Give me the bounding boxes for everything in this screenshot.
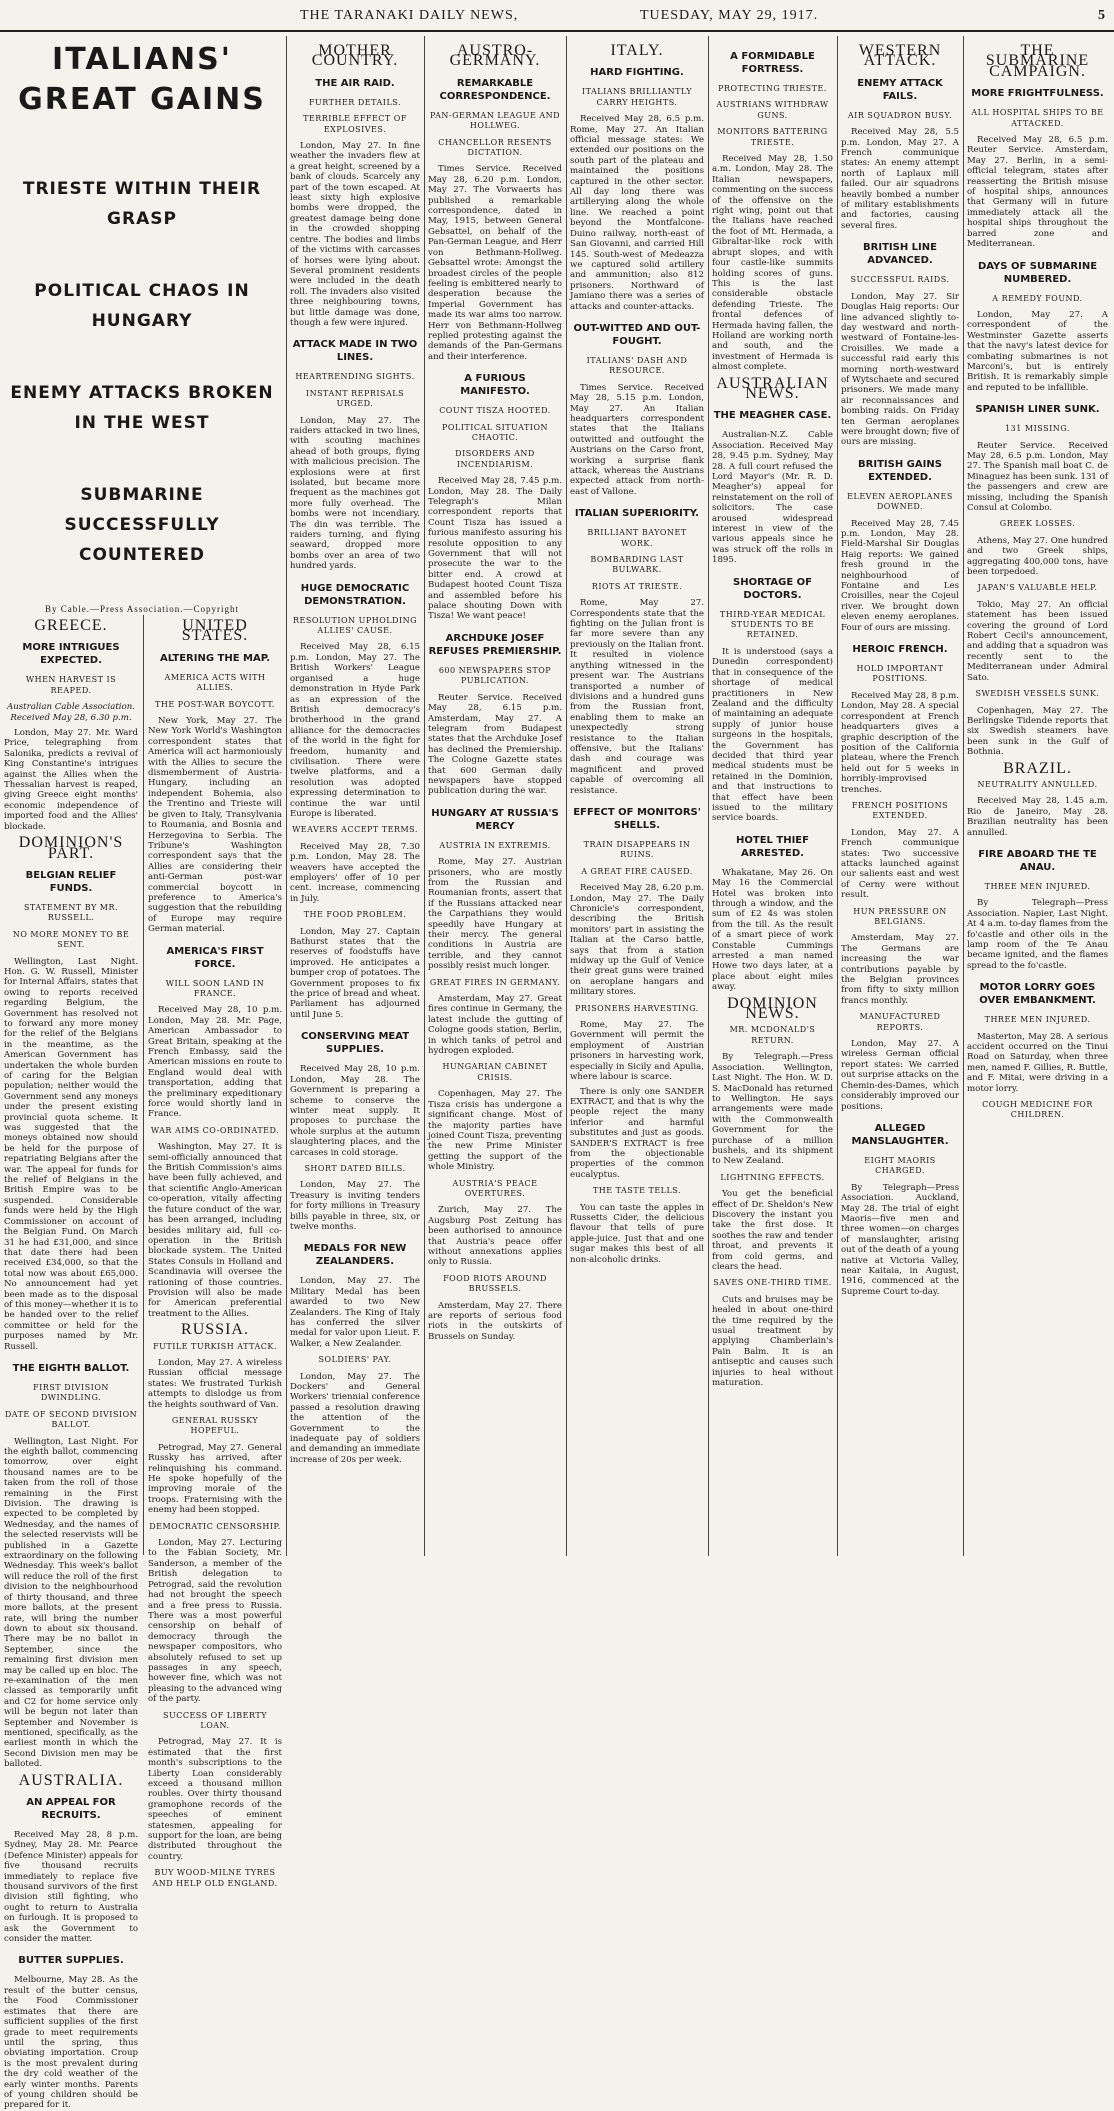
article-subhead: 131 MISSING.: [1005, 424, 1070, 434]
article-subhead: HUN PRESSURE ON BELGIANS.: [853, 906, 947, 926]
article-body: London, May 27. The Treasury is inviting tenders for forty millions in Treasury bills payable in three, six, or twelve months.: [290, 1180, 420, 1232]
article-body: Washington, May 27. It is semi-officially announced that the British Commission's aims have been fully achieved, and that scientific Anglo-American co-operation, vitally affecting the future conduct of the war, has been arranged, including besides military aid, full co-operation in the British blockade system. The United States Consuls in Holland and Scandinavia will oversee the rationing of those countries. Provision will also be made for American preferential treatment to the Allies.: [148, 1142, 282, 1319]
article-body: Received May 28, 7.45 p.m. London, May 28. The Daily Telegraph's Milan correspondent reports that Count Tisza has issued a furious manifesto assuring his resolute opposition to any Government that will not prosecute the war to the bitter end. A crowd at Budapest hooted Count Tisza and assembled before his palace shouting Down with Tisza! We want peace!: [428, 476, 562, 622]
page-number: 5: [1098, 8, 1106, 23]
article-subhead: HEARTRENDING SIGHTS.: [295, 372, 415, 382]
article-subhead: 600 NEWSPAPERS STOP PUBLICATION.: [438, 665, 552, 686]
article-body: London, May 27. A wireless Russian official message states: We frustrated Turkish attempts to dislodge us from the heights southward of Van.: [148, 1357, 282, 1410]
article-subhead: AUSTRIA'S PEACE OVERTURES.: [452, 1178, 538, 1198]
article-headline: BRITISH LINE ADVANCED.: [863, 242, 937, 267]
section-title: AUSTRALIA.: [18, 1771, 124, 1789]
advertisement-text: You can taste the apples in Russetts Cider, the delicious flavour that tells of pure apple-juice. Just that and one sugar makes this best of all non-alcoholic drinks.: [570, 1202, 704, 1265]
article-headline: THE EIGHTH BALLOT.: [12, 1362, 130, 1374]
article-body: Received May 28, 7.45 p.m. London, May 28. Field-Marshal Sir Douglas Haig reports: We gained fresh ground in the neighbourhood of Fontaine and Les Croisilles, near the Cojeul river. We brought down eleven enemy aeroplanes. Four of ours are missing.: [841, 518, 959, 633]
article-subhead: ITALIANS BRILLIANTLY CARRY HEIGHTS.: [581, 87, 693, 107]
article-subhead: BUY WOOD-MILNE TYRES AND HELP OLD ENGLAND.: [152, 1868, 278, 1888]
article-body: London, May 27. Lecturing to the Fabian Society, Mr. Sanderson, a member of the British delegation to Petrograd, said the revolution had not brought the speech and a free press to Russia. There was a most powerful censorship on behalf of democracy through the newspaper compositors, who absolutely refused to set up passages in any speech, however fine, which was not pleasing to the advanced wing of the party.: [148, 1538, 282, 1705]
article-body: Amsterdam, May 27. Great fires continue in Germany, the latest include the gutting of Cologne goods station, Berlin, in which tanks of petrol and hydrogen exploded.: [428, 994, 562, 1057]
article-headline: REMARKABLE CORRESPONDENCE.: [439, 77, 551, 102]
article-subhead: CHANCELLOR RESENTS DICTATION.: [438, 137, 552, 158]
article-body: London, May 27. A French communique states: Two successive attacks launched against our salients east and west of Cerny were without result.: [841, 827, 959, 901]
article-body: Received May 28, 8 p.m. London, May 28. A special correspondent at French headquarters gives a graphic description of the position of the California plateau, where the French held out for 5 weeks in horribly-improvised trenches.: [841, 690, 959, 795]
article-subhead: RIOTS AT TRIESTE.: [591, 581, 683, 591]
article-body: Rome, May 27. Austrian prisoners, who are mostly from the Russian and Roumanian fronts, assert that if the Russians attacked near the Carpathians they would speedily have Hungary at their mercy. The general conditions in Austria are terrible, and they cannot possibly resist much longer.: [428, 857, 562, 972]
article-body: Wellington, Last Night. For the eighth ballot, commencing tomorrow, over eight thousand names are to be taken from the roll of those remaining in the First Division. The drawing is expected to be completed by Wednesday, and the names of the selected reservists will be published in a Gazette extraordinary on the following Wednesday. This week's ballot will reduce the roll of the first division to the neighbourhood of thirty thousand, and three more ballots, at the present rate, will bring the number down to about six thousand. There may be no ballot in September, since the remaining first division men may be called up en bloc. The re-examination of the men classed as temporarily unfit and C2 for home service only will be begun not later than September and November is mentioned, specifically, as the earliest month in which the Second Division men may be balloted.: [4, 1436, 138, 1770]
article-body: Wellington, Last Night. Hon. G. W. Russell, Minister for Internal Affairs, states that owing to reports received regarding Belgium, the Government has resolved not to forward any more money for the relief of the Belgians in the meantime, as the American Government has undertaken the whole burden of caring for the Belgian population; neither would the Government send any moneys under the present existing provincial quota scheme. It was suggested that the moneys obtained now should be held for the purpose of repatriating Belgians after the war. The appeal for funds for the relief of Belgians in the British Empire was to be suspended. Considerable funds were held by the High Commissioner on account of the Belgian Fund. On March 31 he had £31,000, and since that date there had been received £34,000, so that the total now was about £65,000. No announcement had yet been made as to the disposal of this money—whether it is to be handed over to the relief committee or held for the purposes named by Mr. Russell.: [4, 956, 138, 1352]
article-body: Copenhagen, May 27. The Berlingske Tidende reports that six Swedish steamers have been sunk in the Gulf of Bothnia.: [967, 705, 1108, 758]
article-headline: MOTOR LORRY GOES OVER EMBANKMENT.: [979, 982, 1096, 1007]
article-subhead: HUNGARIAN CABINET CRISIS.: [442, 1062, 548, 1082]
article-body: London, May 27. A correspondent of the Westminster Gazette asserts that the navy's latest device for combating submarines is not Marconi's, but is entirely British. It is remarkably simple and reputed to be infallible.: [967, 309, 1108, 393]
section-title: RUSSIA.: [181, 1321, 249, 1339]
article-subhead: PRISONERS HARVESTING.: [575, 1003, 699, 1013]
article-headline: MEDALS FOR NEW ZEALANDERS.: [303, 1243, 407, 1268]
article-body: Petrograd, May 27. General Russky has arrived, after relinquishing his command. He spoke hopefully of the improving morale of the troops. Fraternising with the enemy had been stopped.: [148, 1442, 282, 1516]
article-body: Athens, May 27. One hundred and two Greek ships, aggregating 400,000 tons, have been torpedoed.: [967, 535, 1108, 578]
deck-headline: TRIESTE WITHIN THEIR GRASP: [22, 179, 262, 229]
article-subhead: MR. MCDONALD'S RETURN.: [729, 1025, 816, 1045]
article-subhead: SUCCESSFUL RAIDS.: [850, 275, 950, 285]
news-column: [148, 615, 282, 1888]
article-headline: ARCHDUKE JOSEF REFUSES PREMIERSHIP.: [428, 632, 562, 657]
article-body: Australian-N.Z. Cable Association. Received May 28, 9.45 p.m. Sydney, May 28. A full court refused the Lord Mayor's (Mr. R. D. Meagher's) appeal for reinstatement on the roll of solicitors. The case aroused widespread interest in view of the various appeals since he was struck off the rolls in 1895.: [712, 430, 833, 566]
article-body: By Telegraph.—Press Association. Wellington, Last Night. The Hon. W. D. S. MacDonald has returned to Wellington. He says arrangements were made with the Commonwealth Government for the purchase of a million bushels, and its shipment to New Zealand.: [712, 1052, 833, 1167]
article-subhead: LIGHTNING EFFECTS.: [720, 1172, 825, 1182]
article-body: Amsterdam, May 27. There are reports of serious food riots in the outskirts of Brussels on Sunday.: [428, 1300, 562, 1342]
article-body: London, May 27. Captain Bathurst states that the reserves of foodstuffs have improved. He anticipates a bumper crop of potatoes. The Government proposes to fix the price of bread and wheat. Parliament has adjourned until June 5.: [290, 926, 420, 1020]
article-body: Rome, May 27. The Government will permit the employment of Austrian prisoners in harvesting work, especially in Sicily and Apulia, where labour is scarce.: [570, 1020, 704, 1083]
article-subhead: THE FOOD PROBLEM.: [303, 910, 407, 920]
article-headline: ENEMY ATTACK FAILS.: [857, 77, 943, 102]
article-subhead: AMERICA ACTS WITH ALLIES.: [164, 672, 266, 693]
article-body: Received May 28, 7.30 p.m. London, May 28. The weavers have accepted the employers' offer of 10 per cent. increase, commencing in July.: [290, 841, 420, 904]
article-subhead: GREEK LOSSES.: [999, 519, 1076, 529]
article-headline: HUGE DEMOCRATIC DEMONSTRATION.: [300, 582, 410, 607]
article-headline: BELGIAN RELIEF FUNDS.: [25, 869, 117, 894]
article-body: Reuter Service. Received May 28, 6.5 p.m. London, May 27. The Spanish mail boat C. de Minaguez has been sunk. 131 of the passengers and crew are missing, including the Spanish Consul at Colombo.: [967, 440, 1108, 513]
article-body: New York, May 27. The New York World's Washington correspondent states that America will act harmoniously with the Allies to secure the dismemberment of Austria-Hungary, including an independent Bohemia, also the Trentino and Trieste will be given to Italy, Transylvania to Roumania, and Bosnia and Herzegovina to Serbia. The Tribune's Washington correspondent says that the Allies are considering their anti-German post-war commercial boycott in preference to America's suggestion that the rebuilding of Europe may require German material.: [148, 716, 282, 935]
section-title: THE SUBMARINE CAMPAIGN.: [985, 42, 1090, 80]
article-headline: THE AIR RAID.: [315, 77, 395, 89]
article-body: Whakatane, May 26. On May 16 the Commercial Hotel was broken into through a window, and the sum of £2 4s was stolen from the till. As the result of a smart piece of work Constable Cummings arrested a man named Howe two days later, at a place about eight miles away.: [712, 867, 833, 993]
article-subhead: DEMOCRATIC CENSORSHIP.: [149, 1521, 281, 1531]
column-divider: [708, 36, 709, 1556]
article-subhead: THE POST-WAR BOYCOTT.: [155, 699, 275, 709]
news-column: [4, 615, 138, 2111]
article-subhead: NO MORE MONEY TO BE SENT.: [12, 929, 130, 950]
article-headline: HARD FIGHTING.: [590, 67, 684, 79]
article-subhead: BOMBARDING LAST BULWARK.: [590, 555, 684, 575]
article-body: Received May 28, 1.45 a.m. Rio de Janeiro, May 28. Brazilian neutrality has been annulled.: [967, 796, 1108, 838]
section-title: GREECE.: [34, 617, 108, 634]
deck-headline: POLITICAL CHAOS IN HUNGARY: [34, 281, 250, 331]
article-subhead: COUGH MEDICINE FOR CHILDREN.: [982, 1100, 1093, 1120]
news-column: [841, 40, 959, 1555]
article-subhead: DISORDERS AND INCENDIARISM.: [455, 449, 535, 469]
news-column: [712, 40, 833, 1555]
article-subhead: DATE OF SECOND DIVISION BALLOT.: [4, 1409, 138, 1430]
article-body: By Telegraph—Press Association. Napier, Last Night. At 4 a.m. to-day flames from the fo'castle and other oils in the lamp room of the Te Anau became ignited, and the flames spread to the fo'castle.: [967, 898, 1108, 971]
article-subhead: SAVES ONE-THIRD TIME.: [713, 1278, 832, 1288]
section-title: ITALY.: [610, 42, 664, 59]
article-headline: EFFECT OF MONITORS' SHELLS.: [573, 806, 701, 831]
deck-headline: ENEMY ATTACKS BROKEN IN THE WEST: [10, 383, 274, 433]
article-subhead: AUSTRIA IN EXTREMIS.: [439, 840, 551, 850]
article-headline: A FORMIDABLE FORTRESS.: [730, 51, 815, 75]
article-subhead: TERRIBLE EFFECT OF EXPLOSIVES.: [303, 114, 407, 134]
article-headline: OUT-WITTED AND OUT-FOUGHT.: [573, 322, 701, 347]
article-headline: CONSERVING MEAT SUPPLIES.: [300, 1031, 410, 1056]
article-subhead: FRENCH POSITIONS EXTENDED.: [851, 800, 949, 821]
article-body: Rome, May 27. Correspondents state that the fighting on the Julian front is far more severe than any previously on the Italian front. It resulted in violence anything witnessed in the present war. The Austrians transported a number of divisions and a hundred guns from the Russian front, enabling them to make an unexpectedly strong resistance to the Italian offensive, but the Italians' dash and courage was magnificent and proved capable of overcoming all resistance.: [570, 598, 704, 796]
advertisement-text: There is only one SANDER EXTRACT, and that is why the people reject the many inferior and harmful substitutes and just as goods. SANDER'S EXTRACT is free from the objectionable properties of the common eucalyptus.: [570, 1086, 704, 1180]
news-column: [290, 40, 420, 1555]
article-headline: ITALIAN SUPERIORITY.: [574, 508, 700, 520]
article-subhead: FUTILE TURKISH ATTACK.: [153, 1341, 277, 1351]
article-body: London, May 27. Sir Douglas Haig reports: Our line advanced slightly to-day westward and north-westward of Fontaine-les-Croisilles. We made a successful raid early this morning north-westward of Wytschaete and secured prisoners. We made many air reconnaissances and bombing raids. On Friday ten German aeroplanes were brought down; five of ours are missing.: [841, 291, 959, 448]
column-divider: [286, 36, 287, 1556]
article-headline: ALTERING THE MAP.: [159, 652, 271, 664]
article-body: Masterton, May 28. A serious accident occurred on the Tinui Road on Saturday, when three men, named F. Gillies, R. Buttle, and F. Mitai, were driving in a motor lorry.: [967, 1031, 1108, 1094]
article-headline: MORE INTRIGUES EXPECTED.: [22, 642, 120, 667]
article-subhead: POLITICAL SITUATION CHAOTIC.: [441, 422, 549, 442]
article-body: Zurich, May 27. The Augsburg Post Zeitung has been authorised to announce that Austria's peace offer without annexations applies only to Russia.: [428, 1205, 562, 1268]
article-body: Received May 28, 6.20 p.m. London, May 27. The Daily Chronicle's correspondent, describing the British monitors' part in assisting the Italian at the Carso battle, says that from a station midway up the Gulf of Venice their great guns were trained on aeroplane hangars and military stores.: [570, 883, 704, 998]
article-headline: THE MEAGHER CASE.: [713, 410, 832, 422]
article-subhead: WAR AIMS CO-ORDINATED.: [150, 1125, 280, 1135]
article-body: Received May 28, 6.5 p.m. Rome, May 27. An Italian official message states: We extended our positions on the south part of the plateau and maintained the positions captured in the other sector. All day long there was artillerying along the whole line. We reached a point beyond the Montfalcone-Duino railway, north-east of San Giovanni, and carried Hill 145. South-west of Medeazza we captured solid artillery and ammunition; also 812 prisoners. Northward of Jamiano there was a series of attacks and counter-attacks.: [570, 114, 704, 312]
article-headline: HUNGARY AT RUSSIA'S MERCY: [431, 807, 559, 832]
article-headline: ALLEGED MANSLAUGHTER.: [851, 1122, 949, 1147]
article-body: London, May 27. A wireless German official report states: We carried out surprise attacks on the Chemin-des-Dames, which considerably improved our positions.: [841, 1039, 959, 1112]
article-headline: AMERICA'S FIRST FORCE.: [166, 945, 264, 970]
article-body: London, May 27. The Dockers' and General Workers' triennial conference passed a resolution drawing the attention of the Government to the inadequate pay of soldiers and demanding an immediate increase of 20s per week.: [290, 1371, 420, 1465]
article-body: Received May 28, 6.5 p.m. Reuter Service. Amsterdam, May 27. Berlin, in a semi-official telegram, states after reasserting the British misuse of hospital ships, announces that Germany will in future immediately attack all the hospital ships throughout the barred zone and Mediterranean.: [967, 135, 1108, 250]
article-subhead: GENERAL RUSSKY HOPEFUL.: [171, 1416, 259, 1436]
article-subhead: AIR SQUADRON BUSY.: [847, 110, 953, 120]
article-headline: A FURIOUS MANIFESTO.: [460, 373, 530, 398]
column-divider: [424, 36, 425, 1556]
advertisement-text: You get the beneficial effect of Dr. Sheldon's New Discovery the instant you take the first dose. It soothes the raw and tender throat, and prevents it from cold germs, and clears the head.: [712, 1189, 833, 1272]
article-subhead: FOOD RIOTS AROUND BRUSSELS.: [443, 1273, 547, 1294]
article-body: By Telegraph—Press Association. Auckland, May 28. The trial of eight Maoris—five men and three women—on charges of manslaughter, arising out of the death of a young native at Victoria Valley, near Kaitaia, in August, 1916, commenced at the Supreme Court to-day.: [841, 1182, 959, 1297]
article-body: Received May 28, 10 p.m. London, May 28. The Government is preparing a scheme to conserve the winter meat supply. It proposes to purchase the whole surplus at the autumn slaughtering places, and the carcases in cold storage.: [290, 1064, 420, 1158]
article-subhead: SWEDISH VESSELS SUNK.: [975, 689, 1100, 699]
article-body: Petrograd, May 27. It is estimated that the first month's subscriptions to the Liberty Loan considerably exceed a thousand million roubles. Over thirty thousand gramophone records of the speeches of eminent statesmen, appealing for support for the loan, are being distributed throughout the country.: [148, 1737, 282, 1862]
article-subhead: PAN-GERMAN LEAGUE AND HOLLWEG.: [429, 110, 561, 131]
byline: By Cable.—Press Association.—Copyright: [45, 604, 239, 614]
section-title: DOMINION'S PART.: [18, 834, 124, 862]
article-headline: HEROIC FRENCH.: [852, 644, 948, 656]
article-subhead: A REMEDY FOUND.: [992, 293, 1083, 303]
issue-date: TUESDAY, MAY 29, 1917.: [640, 8, 819, 23]
article-body: Received May 28, 1.50 a.m. London, May 28. The Italian newspapers, commenting on the success of the offensive on the right wing, point out that the Italians have reached the foot of Mt. Hermada, a Gibraltar-like rock with abrupt slopes, and with four castle-like summits holding scores of guns. This is the last considerable obstacle defending Trieste. The frontal defences of Hermada having fallen, the Holland are working north and south, and the investment of Hermada is almost complete.: [712, 154, 833, 373]
section-title: MOTHER COUNTRY.: [311, 42, 399, 70]
article-body: It is understood (says a Dunedin correspondent) that in consequence of the shortage of medical practitioners in New Zealand and the difficulty of maintaining an adequate supply of junior house surgeons in the hospitals, the Government has decided that third year medical students must be retained in the Dominion, and that instructions to that effect have been issued to the military service boards.: [712, 646, 833, 824]
article-subhead: NEUTRALITY ANNULLED.: [977, 779, 1098, 789]
article-headline: SHORTAGE OF DOCTORS.: [733, 576, 812, 601]
section-title: AUSTRALIAN NEWS.: [716, 374, 829, 402]
news-column: [428, 40, 562, 1555]
article-headline: ATTACK MADE IN TWO LINES.: [292, 339, 418, 364]
article-body: London, May 27. The Military Medal has been awarded to two New Zealanders. The King of Italy has conferred the silver medal for valor upon Lieut. F. Walker, a New Zealander.: [290, 1276, 420, 1349]
article-headline: BRITISH GAINS EXTENDED.: [858, 458, 942, 483]
article-subhead: A GREAT FIRE CAUSED.: [581, 866, 693, 876]
article-subhead: THE TASTE TELLS.: [592, 1186, 682, 1196]
article-body: Received May 28, 6.15 p.m. London, May 27. The British Workers' League organised a huge demonstration in Hyde Park as an expression of the British democracy's brotherhood in the grand alliance for the democracies of the world in the fight for freedom, humanity and civilisation. There were twelve platforms, and a resolution was adopted expressing determination to continue the war until Europe is liberated.: [290, 642, 420, 819]
section-title: WESTERN ATTACK.: [858, 42, 942, 70]
advertisement-text: Cuts and bruises may be healed in about one-third the time required by the usual treatment by applying Chamberlain's Pain Balm. It is an antiseptic and causes such injuries to heal without maturation.: [712, 1294, 833, 1389]
article-headline: SPANISH LINER SUNK.: [975, 404, 1100, 416]
article-body: Melbourne, May 28. As the result of the butter census, the Food Commissioner estimates that there are sufficient supplies of the first grade to meet requirements until the spring, thus obviating importation. Croup is the most prevalent during the dry cold weather of the early winter months. Parents of young children should be prepared for it.: [4, 1975, 138, 2111]
article-subhead: THREE MEN INJURED.: [984, 881, 1091, 891]
column-divider: [837, 36, 838, 1556]
deck-headline: SUBMARINE SUCCESSFULLY COUNTERED: [64, 485, 220, 565]
article-subhead: HOLD IMPORTANT POSITIONS.: [856, 664, 944, 684]
article-subhead: MONITORS BATTERING TRIESTE.: [717, 127, 828, 147]
article-headline: FIRE ABOARD THE TE ANAU.: [978, 848, 1097, 873]
article-headline: DAYS OF SUBMARINE NUMBERED.: [977, 260, 1098, 285]
article-body: Received May 28, 10 p.m. London, May 28. Mr. Page, American Ambassador to Great Britain, speaking at the French Embassy, said the American missions en route to England would deal with transportation, adding that the preliminary expeditionary force would shortly land in France.: [148, 1005, 282, 1120]
column-divider: [566, 36, 567, 1556]
section-title: AUSTRO-GERMANY.: [449, 42, 541, 70]
article-subhead: FIRST DIVISION DWINDLING.: [33, 1382, 109, 1403]
article-body: London, May 27. The raiders attacked in two lines, with scouting machines ahead of both groups, flying with malicious precision. The explosions were at first isolated, but became more frequent as the machines got more fully overhead. The bombs were not incendiary. The din was terrible. The raiders turning, and flying seaward, dropped more bombs over an area of two hundred yards.: [290, 415, 420, 572]
section-title: UNITED STATES.: [181, 617, 249, 645]
article-headline: BUTTER SUPPLIES.: [18, 1955, 124, 1967]
article-body: Copenhagen, May 27. The Tisza crisis has undergone a significant change. Most of the majority parties have joined Count Tisza, preventing the new Prime Minister getting the support of the whole Ministry.: [428, 1089, 562, 1173]
article-subhead: AUSTRIANS WITHDRAW GUNS.: [716, 100, 829, 120]
article-subhead: SUCCESS OF LIBERTY LOAN.: [162, 1710, 267, 1730]
article-body: Received May 28, 5.5 p.m. London, May 27. A French communique states: An enemy attempt north of Laplaux mill failed. Our air squadrons heavily bombed a number of military establishments and factories, causing several fires.: [841, 127, 959, 231]
article-subhead: BRILLIANT BAYONET WORK.: [587, 528, 687, 548]
dateline: Australian Cable Association. Received May 28, 6.30 p.m.: [6, 702, 136, 723]
column-divider: [963, 36, 964, 1556]
article-subhead: STATEMENT BY MR. RUSSELL.: [23, 902, 119, 923]
article-subhead: ALL HOSPITAL SHIPS TO BE ATTACKED.: [971, 108, 1104, 128]
article-subhead: PROTECTING TRIESTE.: [718, 84, 827, 93]
article-subhead: ITALIANS' DASH AND RESOURCE.: [586, 355, 688, 376]
article-subhead: SHORT DATED BILLS.: [304, 1163, 406, 1173]
article-body: Times Service. Received May 28, 6.20 p.m. London, May 27. The Vorwaerts has published a remarkable correspondence, dated in May, 1915, between General Gebsattel, on behalf of the Pan-German League, and Herr von Bethmann-Hollweg. Gebsattel wrote: Amongst the broadest circles of the people feeling is embittered nearly to desperation because the Imperial Government has made its war aims too narrow. Herr von Bethmann-Hollweg replied protesting against the demands of the Pan-Germans and their interference.: [428, 164, 562, 362]
article-subhead: COUNT TISZA HOOTED.: [439, 406, 551, 416]
main-headline: ITALIANS' GREAT GAINS: [18, 42, 266, 117]
article-subhead: EIGHT MAORIS CHARGED.: [864, 1155, 936, 1176]
newspaper-title: THE TARANAKI DAILY NEWS,: [300, 8, 519, 23]
article-headline: AN APPEAL FOR RECRUITS.: [26, 1797, 116, 1821]
article-subhead: FURTHER DETAILS.: [308, 97, 402, 107]
article-subhead: TRAIN DISAPPEARS IN RUINS.: [583, 839, 691, 860]
article-subhead: ELEVEN AEROPLANES DOWNED.: [847, 491, 953, 512]
section-title: DOMINION NEWS.: [727, 994, 818, 1023]
article-body: Received May 28, 8 p.m. Sydney, May 28. Mr. Pearce (Defence Minister) appeals for five thousand recruits immediately to replace five thousand survivors of the first division still fighting, who ought to return to Australia on furlough. It is proposed to ask the Government to consider the matter.: [4, 1830, 138, 1945]
article-subhead: MANUFACTURED REPORTS.: [859, 1012, 941, 1032]
article-subhead: WILL SOON LAND IN FRANCE.: [165, 978, 265, 998]
article-subhead: WEAVERS ACCEPT TERMS.: [292, 825, 418, 835]
news-column: [967, 40, 1108, 1555]
article-subhead: SOLDIERS' PAY.: [318, 1355, 392, 1365]
lead-headlines: [0, 40, 284, 614]
section-title: BRAZIL.: [1003, 759, 1072, 777]
article-subhead: JAPAN'S VALUABLE HELP.: [977, 583, 1098, 593]
article-body: Reuter Service. Received May 28, 6.15 p.m. Amsterdam, May 27. A telegram from Budapest states that the Archduke Josef has declined the Premiership. The Cologne Gazette states that 600 German daily newspapers have stopped publication during the war.: [428, 692, 562, 797]
masthead-rule: [0, 30, 1114, 32]
article-subhead: GREAT FIRES IN GERMANY.: [429, 977, 561, 987]
article-headline: HOTEL THIEF ARRESTED.: [736, 834, 809, 859]
column-divider: [143, 615, 144, 1555]
article-body: London, May 27. In fine weather the invaders flew at a great height, screened by a bank of clouds. Scarcely any part of the town escaped. At least sixty high explosive bombs were dropped, the greatest damage being done in the crowded shopping centre. The bodies and limbs of the victims with carcasses of horses were lying about. Several prominent residents were included in the death roll. The invaders also visited three neighbouring towns, but little damage was done, though a few were injured.: [290, 141, 420, 328]
article-body: London, May 27. Mr. Ward Price, telegraphing from Salonika, predicts a revival of King Constantine's intrigues against the Allies when the Thessalian harvest is reaped, giving Greece eight months' economic independence of imported food and the Allies' blockade.: [4, 728, 138, 832]
article-subhead: WHEN HARVEST IS REAPED.: [25, 675, 117, 695]
article-subhead: INSTANT REPRISALS URGED.: [305, 388, 405, 409]
article-subhead: RESOLUTION UPHOLDING ALLIES' CAUSE.: [292, 615, 418, 636]
news-column: [570, 40, 704, 1555]
article-body: Times Service. Received May 28, 5.15 p.m. London, May 27. An Italian headquarters correspondent states that the Italians outwitted and outfought the Austrians on the Carso front, working a surprise flank attack, whereas the Austrians expected attack from north-east of Vallone.: [570, 382, 704, 497]
article-headline: MORE FRIGHTFULNESS.: [971, 88, 1104, 100]
article-subhead: THIRD-YEAR MEDICAL STUDENTS TO BE RETAINED.: [719, 609, 826, 640]
article-subhead: THREE MEN INJURED.: [984, 1015, 1091, 1025]
article-body: Tokio, May 27. An official statement has been issued covering the ground of Lord Robert Cecil's announcement, and adding that a squadron was recently sent to the Mediterranean under Admiral Sato.: [967, 599, 1108, 683]
article-body: Amsterdam, May 27. The Germans are increasing the war contributions payable by the Belgian provinces from fifty to sixty million francs monthly.: [841, 933, 959, 1006]
